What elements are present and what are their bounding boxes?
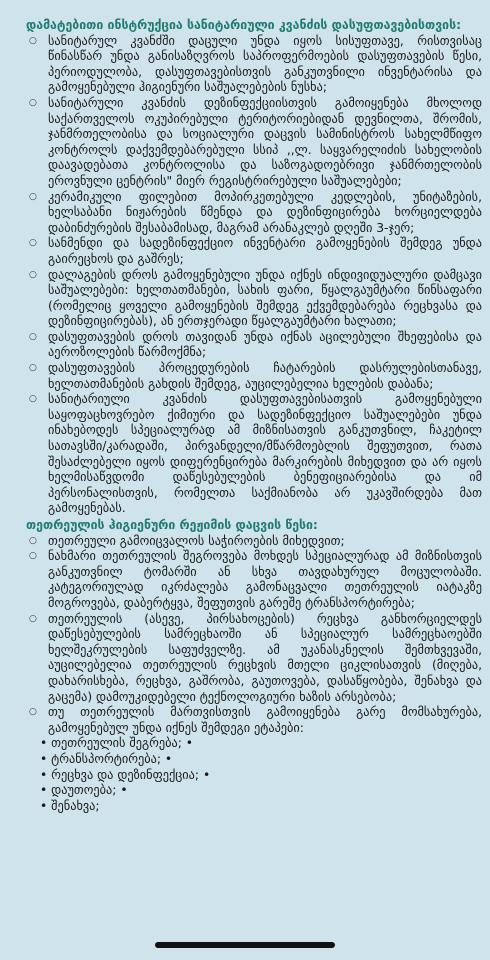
list-item: [34, 768, 482, 784]
list-item: ○ ნახმარი თეთრეულის შეგროვება მოხდეს სპეციალურად ამ მიზნისთვის განკუთვნილ ტომარში ან სხვა თავდახურულ მოცულობაში. კატეგორიულად იკრძალება გამონაცვალი თეთრეულის იატაკზე მოგროვება, დაბერტყვა, შეფუთვის გარეშე ტრანსპორტირება;: [26, 549, 482, 611]
stage-label: თეთრეულის შეგრება; •: [51, 736, 194, 751]
sanitary-rules-list: [26, 34, 482, 517]
list-item: ○ სანიტარული კვანძის დეზინფექციისთვის გამოიყენება მხოლოდ საქართველოს ოკუპირებული ტერიტორიებიდან დევნილთა, შრომის, ჯანმრთელობისა და სოციალური დაცვის სამინისტროს სახელმწიფო კონტროლს დაქვემდებარებული სსიპ ,,ლ. საყვარელიძის სახელობის დაავადებათა კონტროლისა და საზოგადოებრივი ჯანმრთელობის ეროვნული ცენტრის" მიერ რეგისტრირებული საშუალებები;: [26, 96, 482, 190]
list-item: [34, 799, 482, 815]
list-item: ○ სანიტარულ კვანძში დაცული უნდა იყოს სისუფთავე, რისთვისაც წინასწარ უნდა განისაზღვროს საპროფერმოების დასუფთავების წესი, პერიოდულობა, დასუფთავებისთვის განკუთვნილი ინვენტარისა და გამოყენებული ჰიგიენური საშუალებების ნუსხა;: [26, 34, 482, 96]
home-indicator[interactable]: [155, 942, 335, 948]
stage-label: შენახვა;: [51, 798, 100, 813]
list-item: ○ თუ თეთრეულის მართვისთვის გამოიყენება გარე მომსახურება, გამოყენებულ უნდა იქნეს შემდეგი ეტაპები:: [26, 705, 482, 736]
list-item: ○ დასუფთავების პროცედურების ჩატარების დასრულებისთანავე, ხელთათმანების გახდის შემდეგ, აუცილებელია ხელების დაბანა;: [26, 361, 482, 392]
list-item: [34, 783, 482, 799]
bullet-dot-icon: •: [40, 783, 52, 798]
bullet-dot-icon: •: [40, 736, 52, 751]
list-item: ○ დასუფთავების დროს თავიდან უნდა იქნას აცილებული შხეფებისა და აეროზოლების წარმოქმნა;: [26, 330, 482, 361]
list-item: [34, 752, 482, 768]
stage-label: რეცხვა და დეზინფექცია; •: [51, 767, 211, 782]
list-item: ○ სანიტარიული კვანძის დასუფთავებისათვის გამოყენებული საყოფაცხოვრებო ქიმიური და სადეზინფექციო საშუალებები უნდა ინახებოდეს სპეციალურად ამ მიზნისათვის განკუთვნილ, ჩაკეტილ სათავსში/კარადაში, პირვანდელი/მწარმოებლის შეფუთვით, რათა შესაძლებელი იყოს დიფერენცირება მარკირების მიხედვით და არ იყოს ხელმისაწვდომი დაწესებულების ბენეფიციარებისა და იმ პერსონალისთვის, რომელთა საქმიანობა არ უკავშირდება მათ გამოყენებას.: [26, 392, 482, 517]
list-item: ○ თეთრეული გამოიცვალოს საჭიროების მიხედვით;: [26, 534, 482, 550]
stage-label: დაუთოება; •: [51, 783, 128, 798]
bullet-dot-icon: •: [40, 751, 52, 766]
section-heading-sanitary: დამატებითი ინსტრუქცია სანიტარიული კვანძის დასუფთავებისთვის:: [26, 18, 462, 32]
bullet-dot-icon: •: [40, 767, 52, 782]
list-item: ○ თეთრეულის (ასევე, პირსახოცების) რეცხვა განხორციელდეს დაწესებულების სამრეცხაოში ან სპეციალურ სამრეცხაოებში ხელშეკრულების საფუძველზე. ამ უკანასკნელის შემთხვევაში, აუცილებელია თეთრეულის რეცხვის მთელი ციკლისათვის (მიღება, დახარისხება, რეცხვა, გაშრობა, გაუთოვება, დასაწყობება, შენახვა და გაცემა) დამოუკიდებელი ტექნოლოგიური ხაზის არსებობა;: [26, 612, 482, 706]
list-item: ○ სანმენდი და სადეზინფექციო ინვენტარი გამოყენების შემდეგ უნდა გაირეცხოს და გაშრეს;: [26, 236, 482, 267]
bullet-dot-icon: •: [40, 798, 52, 813]
linen-stages-list: [34, 736, 482, 814]
list-item: ○ კერამიკული ფილებით მოპირკეთებული კედლების, უნიტაზების, ხელსაბანი ნიჟარების წმენდა და დეზინფიცირება ხორციელდება დაბინძურების შესაბამისად, მაგრამ არანაკლებ დღეში 3-ჯერ;: [26, 190, 482, 237]
list-item: [34, 736, 482, 752]
stage-label: ტრანსპორტირება; •: [51, 751, 173, 766]
list-item: ○ დალაგების დროს გამოყენებული უნდა იქნეს ინდივიდუალური დამცავი საშუალებები: ხელთათმანები, სახის ფარი, წყალგაუმტარი წინსაფარი (რომელიც ყოველი გამოყენების შემდეგ ექვემდებარება რეცხვასა და დეზინფიცირებას), ან ერთჯერადი წყალგაუმტარი ხალათი;: [26, 268, 482, 330]
document-body: [26, 18, 482, 814]
section-heading-linen: თეთრეულის ჰიგიენური რეჟიმის დაცვის წესი:: [26, 518, 318, 532]
linen-rules-list: [26, 534, 482, 737]
